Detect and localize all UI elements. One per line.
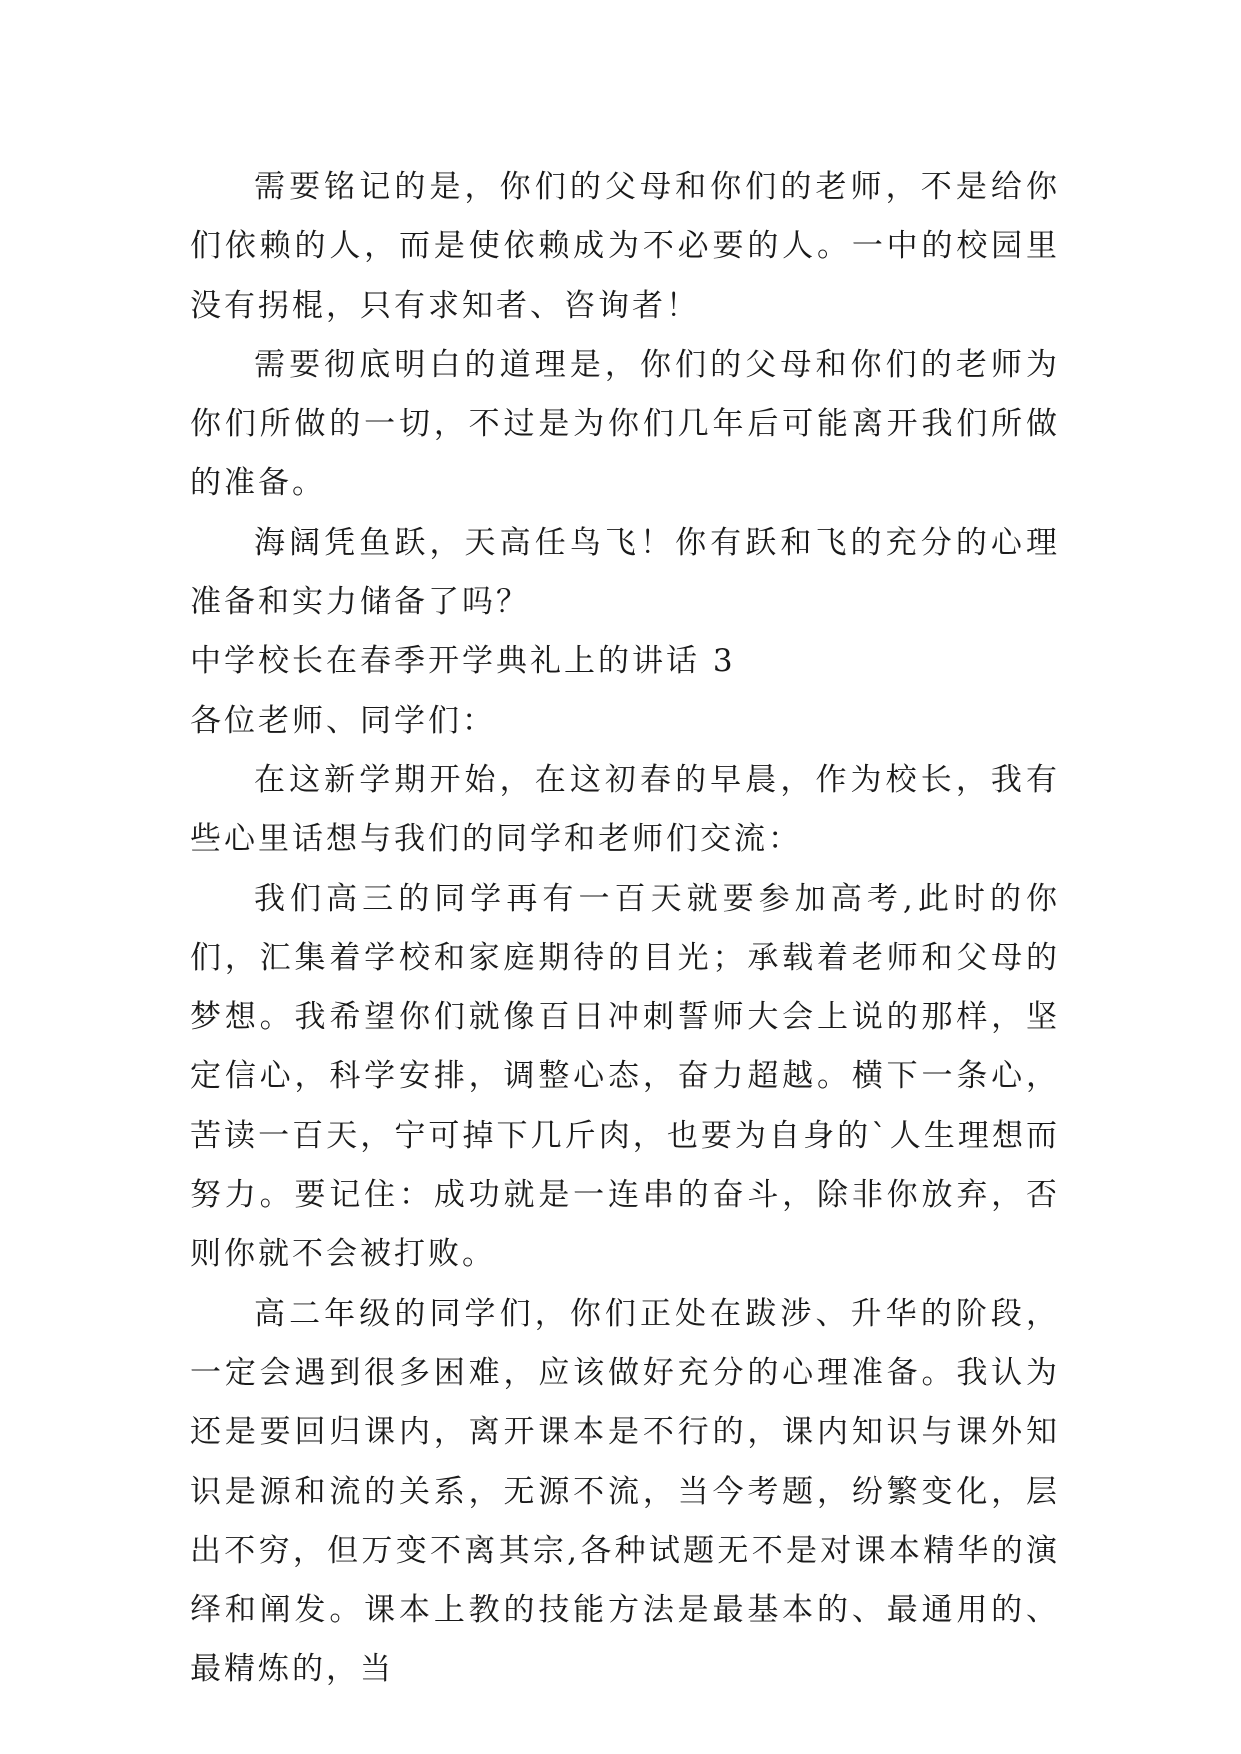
document-body bbox=[190, 158, 1060, 1700]
paragraph-4: 在这新学期开始，在这初春的早晨，作为校长，我有些心里话想与我们的同学和老师们交流： bbox=[190, 761, 1060, 858]
paragraph-6: 高二年级的同学们，你们正处在跋涉、升华的阶段，一定会遇到很多困难，应该做好充分的心理准备。我认为还是要回归课内，离开课本是不行的，课内知识与课外知识是源和流的关系，无源不流，当今考题，纷繁变化，层出不穷，但万变不离其宗,各种试题无不是对课本精华的演绎和阐发。课本上教的技能方法是最基本的、最通用的、最精炼的，当 bbox=[190, 1295, 1060, 1688]
salutation: 各位老师、同学们： bbox=[190, 702, 496, 739]
paragraph-3: 海阔凭鱼跃，天高任鸟飞！你有跃和飞的充分的心理准备和实力储备了吗？ bbox=[190, 524, 1060, 621]
paragraph-5: 我们高三的同学再有一百天就要参加高考,此时的你们，汇集着学校和家庭期待的目光；承载着老师和父母的梦想。我希望你们就像百日冲刺誓师大会上说的那样，坚定信心，科学安排，调整心态，奋力超越。横下一条心，苦读一百天，宁可掉下几斤肉，也要为自身的`人生理想而努力。要记住：成功就是一连串的奋斗，除非你放弃，否则你就不会被打败。 bbox=[190, 880, 1060, 1273]
paragraph-2: 需要彻底明白的道理是，你们的父母和你们的老师为你们所做的一切，不过是为你们几年后可能离开我们所做的准备。 bbox=[190, 346, 1060, 502]
paragraph-1: 需要铭记的是，你们的父母和你们的老师，不是给你们依赖的人，而是使依赖成为不必要的人。一中的校园里没有拐棍，只有求知者、咨询者！ bbox=[190, 169, 1060, 324]
section-heading: 中学校长在春季开学典礼上的讲话 3 bbox=[190, 643, 736, 680]
